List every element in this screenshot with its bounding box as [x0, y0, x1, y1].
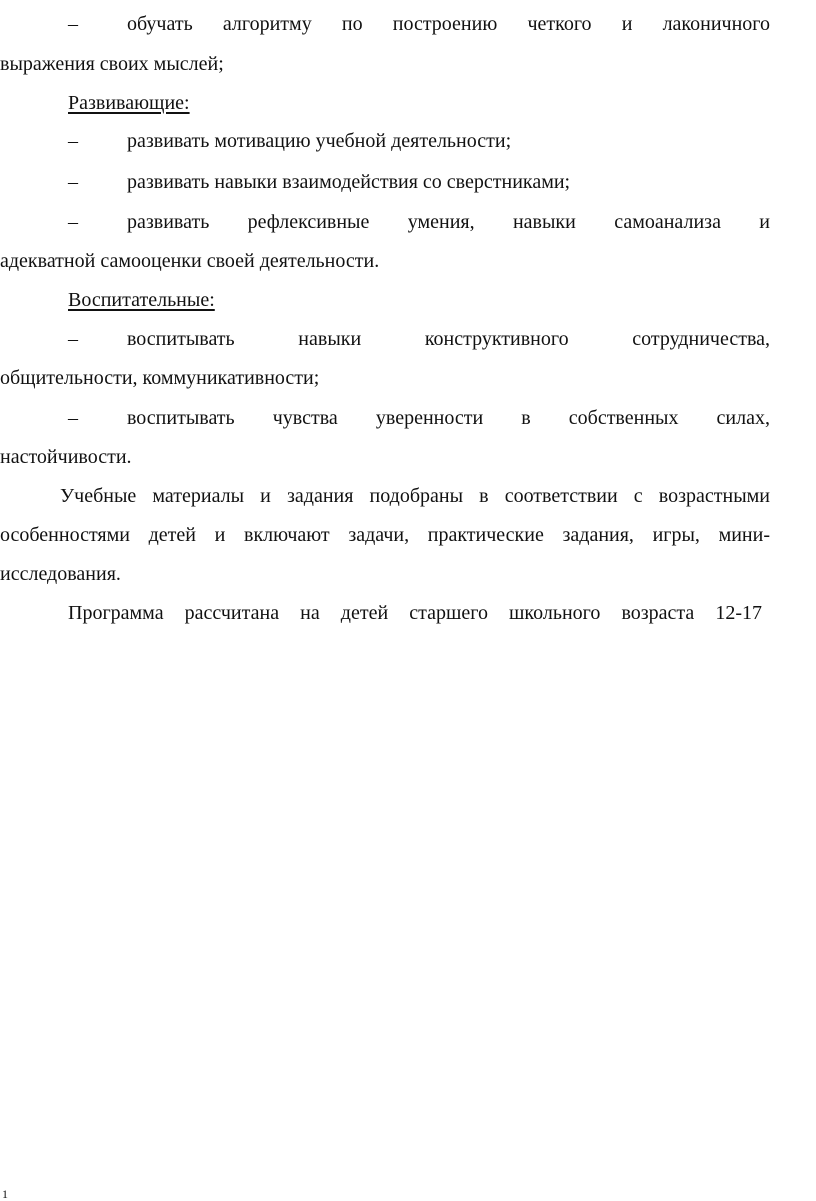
- list-item-continuation: настойчивости.: [0, 446, 132, 468]
- list-item-text: развивать мотивацию учебной деятельности;: [127, 130, 512, 152]
- list-item: [0, 212, 770, 236]
- list-dash: –: [68, 130, 78, 152]
- list-item: [0, 131, 770, 155]
- paragraph-line: Программа рассчитана на детей старшего школьного возраста 12-17: [68, 602, 762, 624]
- list-item-text: развивать рефлексивные умения, навыки самоанализа и: [127, 211, 770, 233]
- list-item-continuation: общительности, коммуникативности;: [0, 367, 320, 389]
- list-dash: –: [68, 211, 78, 233]
- list-item-continuation: адекватной самооценки своей деятельности.: [0, 250, 380, 272]
- page-number: 1: [2, 1187, 8, 1201]
- list-item: [0, 329, 770, 353]
- list-dash: –: [68, 407, 78, 429]
- list-item-continuation: выражения своих мыслей;: [0, 53, 224, 75]
- paragraph-line: исследования.: [0, 563, 121, 585]
- list-item-text: воспитывать чувства уверенности в собственных силах,: [127, 407, 770, 429]
- list-dash: –: [68, 171, 78, 193]
- section-heading-developing: Развивающие:: [68, 92, 190, 114]
- list-item: [0, 14, 770, 38]
- list-item: [0, 408, 770, 432]
- paragraph-line: Учебные материалы и задания подобраны в соответствии с возрастными: [60, 485, 770, 507]
- list-item-text: обучать алгоритму по построению четкого и лаконичного: [127, 13, 770, 35]
- list-item-text: развивать навыки взаимодействия со сверстниками;: [127, 171, 571, 193]
- section-heading-educational: Воспитательные:: [68, 289, 215, 311]
- list-item-text: воспитывать навыки конструктивного сотрудничества,: [127, 328, 770, 350]
- list-item: [0, 172, 770, 196]
- paragraph-line: особенностями детей и включают задачи, практические задания, игры, мини-: [0, 524, 770, 546]
- list-dash: –: [68, 328, 78, 350]
- list-dash: –: [68, 13, 78, 35]
